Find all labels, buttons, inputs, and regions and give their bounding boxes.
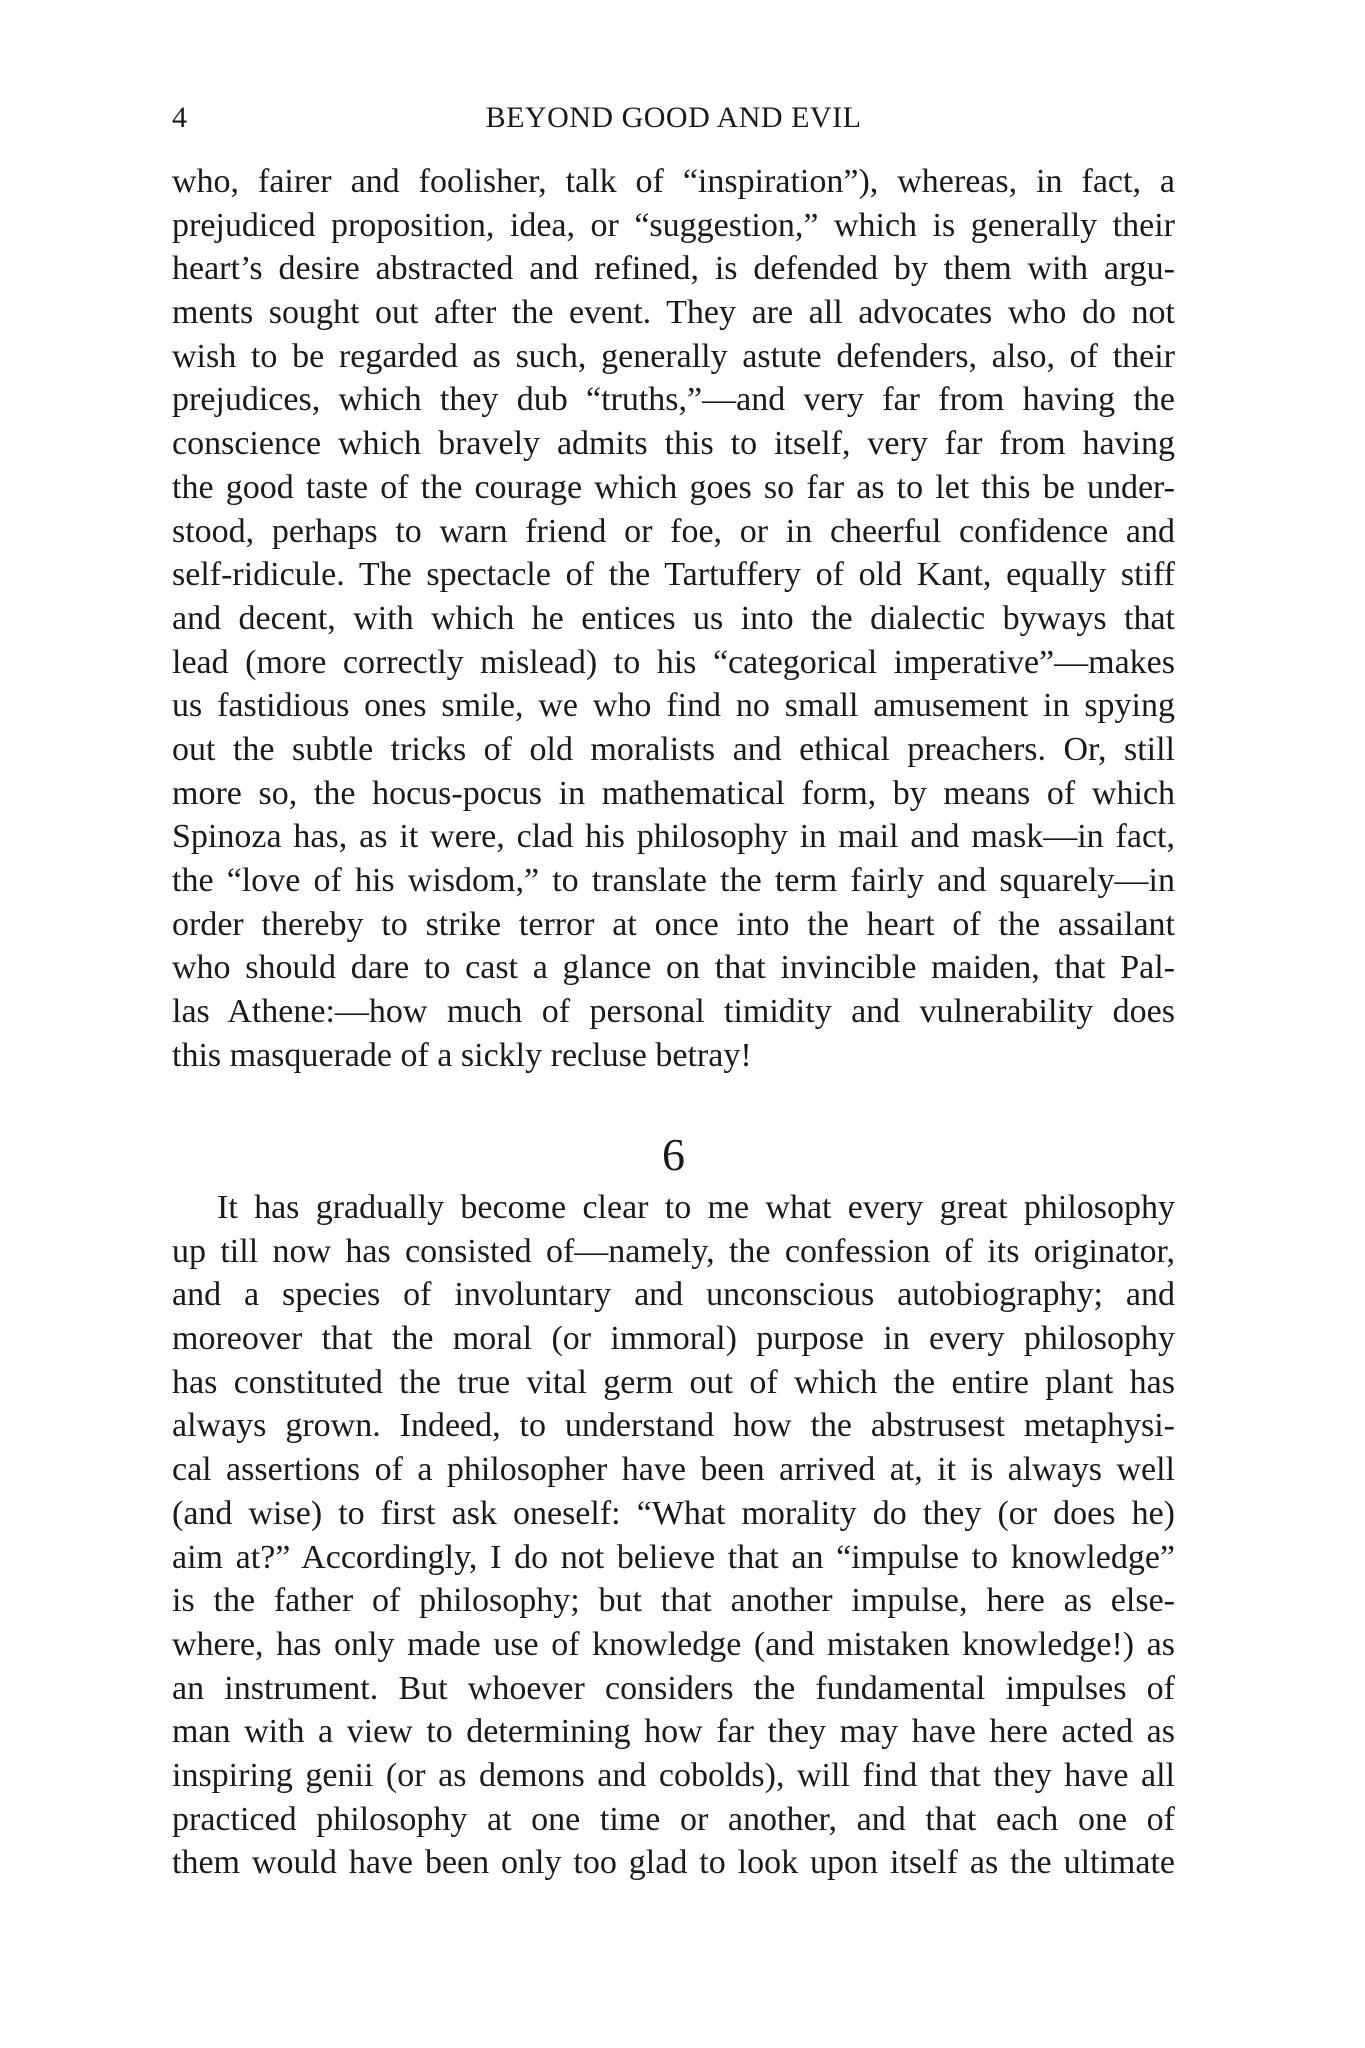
text-line: and decent, with which he entices us into the dialectic byways that <box>172 599 1175 637</box>
text-line: an instrument. But whoever considers the fundamental impulses of <box>172 1669 1175 1707</box>
text-line: stood, perhaps to warn friend or foe, or in cheerful confidence and <box>172 512 1175 550</box>
text-line: more so, the hocus-pocus in mathematical form, by means of which <box>172 774 1175 812</box>
section-six-text <box>172 1186 1175 1885</box>
continued-section-text <box>172 160 1175 1077</box>
text-line: up till now has consisted of—namely, the confession of its originator, <box>172 1232 1175 1270</box>
text-line: (and wise) to first ask oneself: “What morality do they (or does he) <box>172 1494 1175 1532</box>
text-line: is the father of philosophy; but that another impulse, here as else- <box>172 1582 1175 1620</box>
text-line: lead (more correctly mislead) to his “categorical imperative”—makes <box>172 643 1175 681</box>
text-line: moreover that the moral (or immoral) purpose in every philosophy <box>172 1320 1175 1358</box>
text-line: who should dare to cast a glance on that invincible maiden, that Pal- <box>172 949 1175 987</box>
text-line: aim at?” Accordingly, I do not believe that an “impulse to knowledge” <box>172 1538 1175 1576</box>
text-line: this masquerade of a sickly recluse betray! <box>172 1036 752 1074</box>
text-line: ments sought out after the event. They are all advocates who do not <box>172 294 1175 332</box>
text-line: Spinoza has, as it were, clad his philosophy in mail and mask—in fact, <box>172 818 1175 856</box>
text-line: heart’s desire abstracted and refined, is defended by them with argu- <box>172 250 1175 288</box>
running-head <box>172 98 1175 138</box>
text-line: prejudices, which they dub “truths,”—and very far from having the <box>172 381 1175 419</box>
text-line: and a species of involuntary and unconscious autobiography; and <box>172 1276 1175 1314</box>
text-line: conscience which bravely admits this to itself, very far from having <box>172 425 1175 463</box>
text-line: practiced philosophy at one time or another, and that each one of <box>172 1800 1175 1838</box>
page-number: 4 <box>172 101 187 134</box>
text-line: the “love of his wisdom,” to translate the term fairly and squarely—in <box>172 862 1175 899</box>
text-line: the good taste of the courage which goes so far as to let this be under- <box>172 468 1175 506</box>
text-line: where, has only made use of knowledge (and mistaken knowledge!) as <box>172 1625 1175 1663</box>
text-line: always grown. Indeed, to understand how the abstrusest metaphysi- <box>172 1407 1175 1445</box>
text-line: wish to be regarded as such, generally astute defenders, also, of their <box>172 337 1175 375</box>
text-line: It has gradually become clear to me what every great philosophy <box>217 1189 1175 1226</box>
text-line: las Athene:—how much of personal timidity and vulnerability does <box>172 993 1175 1031</box>
section-number: 6 <box>662 1129 685 1180</box>
text-line: order thereby to strike terror at once into the heart of the assailant <box>172 905 1175 943</box>
text-line: cal assertions of a philosopher have been arrived at, it is always well <box>172 1451 1175 1489</box>
text-line: prejudiced proposition, idea, or “suggestion,” which is generally their <box>172 206 1175 244</box>
text-line: self-ridicule. The spectacle of the Tartuffery of old Kant, equally stiff <box>172 556 1175 594</box>
text-line: has constituted the true vital germ out of which the entire plant has <box>172 1363 1175 1401</box>
text-line: inspiring genii (or as demons and cobolds), will find that they have all <box>172 1756 1175 1794</box>
text-line: them would have been only too glad to look upon itself as the ultimate <box>172 1844 1175 1882</box>
text-line: out the subtle tricks of old moralists and ethical preachers. Or, still <box>172 730 1175 768</box>
text-line: us fastidious ones smile, we who find no small amusement in spying <box>172 687 1175 725</box>
text-line: man with a view to determining how far they may have here acted as <box>172 1713 1175 1751</box>
text-line: who, fairer and foolisher, talk of “inspiration”), whereas, in fact, a <box>172 163 1175 200</box>
book-title: BEYOND GOOD AND EVIL <box>485 101 862 134</box>
